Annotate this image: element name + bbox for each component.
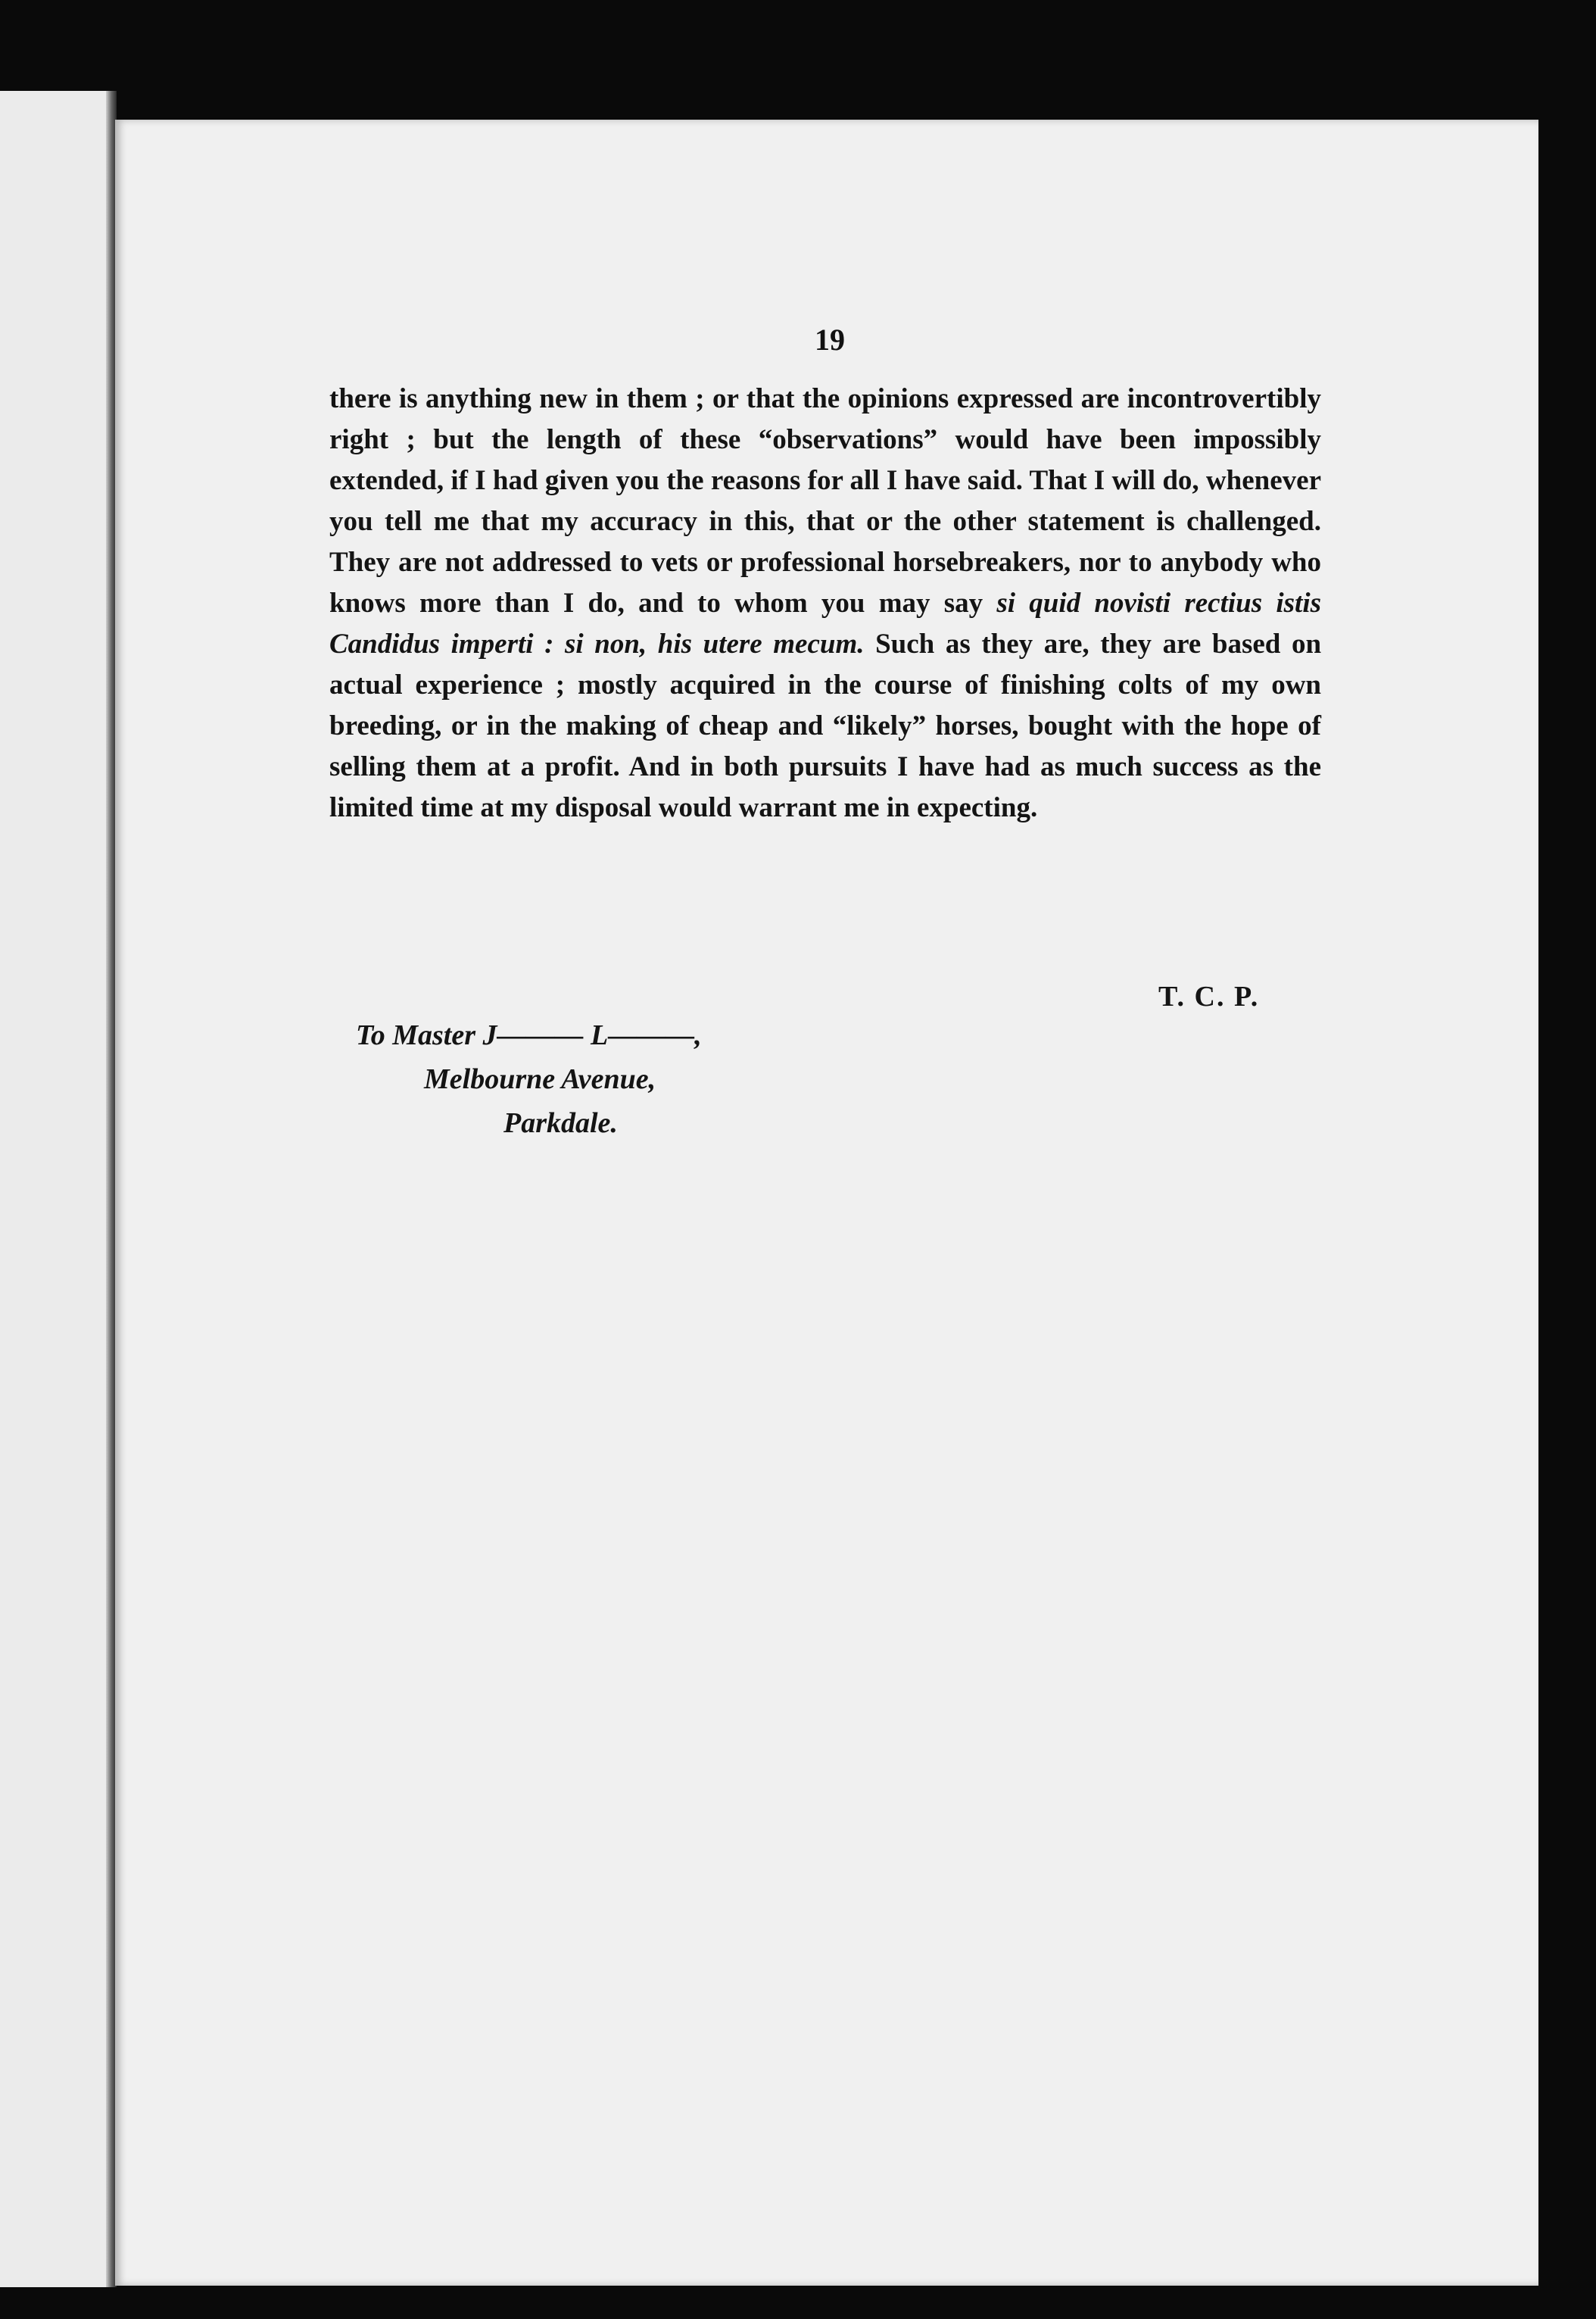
body-text: [329, 379, 1321, 829]
address-locality: Parkdale.: [503, 1107, 618, 1139]
latin-quote: si quid novisti rectius istis Candidus imperti : si non, his utere mecum.: [329, 588, 1321, 660]
page-number: 19: [815, 323, 845, 357]
body-text-before-quote: there is anything new in them ; or that the opinions expressed are incontrovertibly right ; but the length of these “observations” would have been impossibly extended, if I had given you the reasons for all I have said. That I will do, whenever you tell me that my accuracy in this, that or the other statement is challenged. They are not addressed to vets or professional horsebreakers, nor to anybody who knows more than I do, and to whom you may say: [329, 383, 1321, 619]
address-block: [356, 1013, 702, 1145]
facing-page-edge: [0, 91, 114, 2287]
address-recipient: To Master J——— L———,: [356, 1019, 702, 1051]
body-text-after-quote: Such as they are, they are based on actual experience ; mostly acquired in the course of finishing colts of my own breeding, or in the making of cheap and “likely” horses, bought with the hope of selling them at a profit. And in both pursuits I have had as much success as the limited time at my disposal would warrant me in expecting.: [329, 629, 1322, 823]
address-street: Melbourne Avenue,: [424, 1063, 656, 1095]
signature-initials: T. C. P.: [1158, 981, 1260, 1013]
body-paragraph: [329, 379, 1321, 829]
